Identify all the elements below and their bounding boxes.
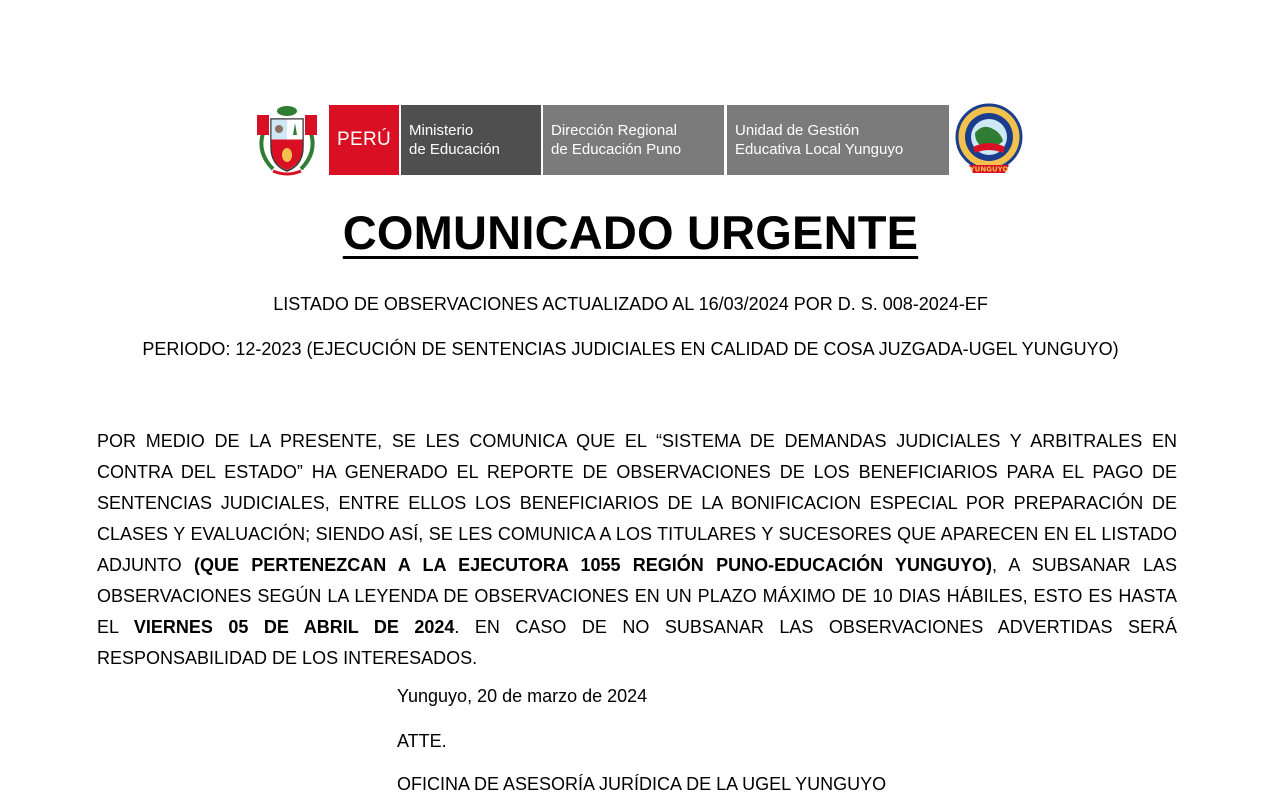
subtitle-period: PERIODO: 12-2023 (EJECUCIÓN DE SENTENCIAS JUDICIALES EN CALIDAD DE COSA JUZGADA-UGEL YUNGUYO) — [142, 339, 1119, 359]
ugel-line-1: Unidad de Gestión — [735, 122, 860, 139]
title-text: COMUNICADO URGENTE — [342, 206, 919, 259]
document-title — [0, 205, 1261, 260]
ugel-line-2: Educativa Local Yunguyo — [735, 141, 904, 158]
ministry-label — [401, 105, 541, 175]
regional-line-2: de Educación Puno — [551, 141, 682, 158]
regional-line-1: Dirección Regional — [551, 122, 677, 139]
closing: ATTE. — [397, 731, 447, 751]
announcement-body — [97, 426, 1177, 674]
signing-office: OFICINA DE ASESORÍA JURÍDICA DE LA UGEL YUNGUYO — [397, 774, 887, 794]
subtitle-observations: LISTADO DE OBSERVACIONES ACTUALIZADO AL 16/03/2024 POR D. S. 008-2024-EF — [273, 294, 988, 314]
body-part-3: . EN CASO DE NO SUBSANAR LAS OBSERVACIONES ADVERTIDAS SERÁ RESPONSABILIDAD DE LOS INTERESADOS. — [97, 617, 1177, 668]
ugel-yunguyo-logo-icon — [953, 103, 1025, 177]
ugel-logo-text: YUNGUYO — [969, 165, 1009, 174]
peru-label: PERÚ — [329, 105, 399, 175]
body-part-2: , A SUBSANAR LAS OBSERVACIONES SEGÚN LA LEYENDA DE OBSERVACIONES EN UN PLAZO MÁXIMO DE 10 DIAS HÁBILES, ESTO ES HASTA EL — [97, 555, 1177, 637]
ugel-label — [727, 105, 949, 175]
ministry-line-1: Ministerio — [409, 122, 474, 139]
ministry-line-2: de Educación — [409, 141, 500, 158]
peru-coat-of-arms-icon — [253, 103, 321, 177]
place-date: Yunguyo, 20 de marzo de 2024 — [397, 686, 648, 706]
body-part-1: POR MEDIO DE LA PRESENTE, SE LES COMUNICA QUE EL “SISTEMA DE DEMANDAS JUDICIALES Y ARBITRALES EN CONTRA DEL ESTADO” HA GENERADO EL REPORTE DE OBSERVACIONES DE LOS BENEFICIARIOS PARA EL PAGO DE SENTENCIAS JUDICIALES, ENTRE ELLOS LOS BENEFICIARIOS DE LA BONIFICACION ESPECIAL POR PREPARACIÓN DE CLASES Y EVALUACIÓN; SIENDO ASÍ, SE LES COMUNICA A LOS TITULARES Y SUCESORES QUE APARECEN EN EL LISTADO ADJUNTO — [97, 431, 1177, 575]
body-bold-deadline: VIERNES 05 DE ABRIL DE 2024 — [133, 617, 455, 637]
body-bold-executor: (QUE PERTENEZCAN A LA EJECUTORA 1055 REGIÓN PUNO-EDUCACIÓN YUNGUYO) — [193, 555, 993, 575]
institutional-header — [253, 103, 1025, 177]
regional-direction-label — [543, 105, 724, 175]
